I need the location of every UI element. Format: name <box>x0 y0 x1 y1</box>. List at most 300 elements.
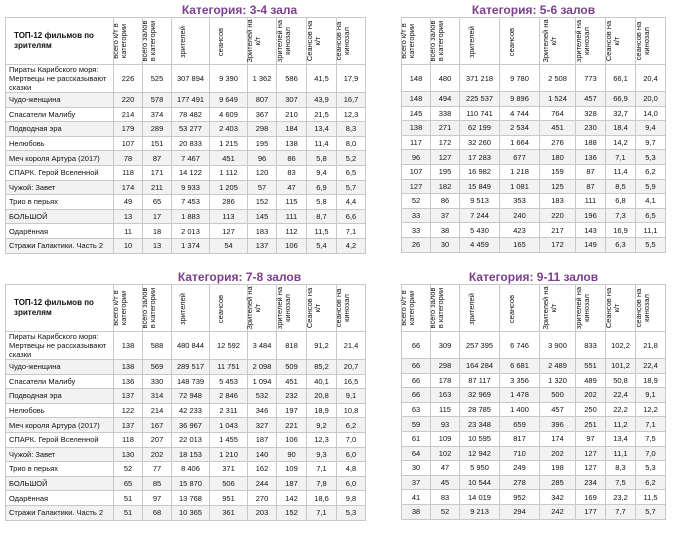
cell: 83 <box>431 490 460 505</box>
cell: 214 <box>114 107 143 122</box>
cell: 145 <box>248 209 277 224</box>
cell: 18,4 <box>606 121 636 136</box>
cell: 9 933 <box>172 180 210 195</box>
cell: 10 365 <box>172 505 210 520</box>
film-name: Меч короля Артура (2017) <box>6 151 114 166</box>
cell: 289 517 <box>172 360 210 375</box>
cell: 127 <box>431 150 460 165</box>
cell: 106 <box>277 432 307 447</box>
cell: 127 <box>576 461 606 476</box>
col-header: сеансов <box>215 27 225 56</box>
cell: 174 <box>540 431 576 446</box>
cell: 10,8 <box>337 403 366 418</box>
cell: 102,2 <box>606 332 636 359</box>
cell: 500 <box>540 388 576 403</box>
rows-5-6 <box>402 65 666 253</box>
table-row <box>6 389 366 404</box>
film-name: Спасатели Малибу <box>6 374 114 389</box>
cell: 63 <box>402 402 431 417</box>
cell: 9,3 <box>307 447 337 462</box>
cell: 7 453 <box>172 195 210 210</box>
cell: 710 <box>500 446 540 461</box>
cell: 41 <box>402 490 431 505</box>
cell: 818 <box>277 332 307 360</box>
cell: 86 <box>277 151 307 166</box>
cell: 96 <box>402 150 431 165</box>
cell: 8 406 <box>172 462 210 477</box>
table-row <box>6 107 366 122</box>
cell: 451 <box>540 121 576 136</box>
cell: 22 013 <box>172 432 210 447</box>
cell: 4 609 <box>210 107 248 122</box>
table-row <box>402 446 666 461</box>
table-row <box>402 431 666 446</box>
cell: 202 <box>540 446 576 461</box>
cell: 21,8 <box>636 332 666 359</box>
cell: 307 894 <box>172 65 210 93</box>
cell: 457 <box>540 402 576 417</box>
cell: 773 <box>576 65 606 92</box>
cell: 294 <box>500 504 540 519</box>
cell: 184 <box>277 122 307 137</box>
cell: 7 244 <box>460 208 500 223</box>
cell: 4 744 <box>500 106 540 121</box>
cell: 50,8 <box>606 373 636 388</box>
film-name: Меч короля Артура (2017) <box>6 418 114 433</box>
table-row <box>6 136 366 151</box>
cell: 16,7 <box>337 93 366 108</box>
cell: 66 <box>402 373 431 388</box>
cell: 3 356 <box>500 373 540 388</box>
cell: 66,9 <box>606 92 636 107</box>
cell: 1 883 <box>172 209 210 224</box>
col-header: сеансов <box>506 294 516 323</box>
table-row <box>402 402 666 417</box>
cell: 167 <box>143 418 172 433</box>
cell: 142 <box>277 491 307 506</box>
cell: 7,7 <box>606 504 636 519</box>
panel-title: Категория: 3-4 зала <box>114 2 366 18</box>
cell: 1 478 <box>500 388 540 403</box>
cell: 32 969 <box>460 388 500 403</box>
cell: 11,4 <box>307 136 337 151</box>
cell: 4,8 <box>337 462 366 477</box>
cell: 195 <box>431 164 460 179</box>
film-name: Нелюбовь <box>6 403 114 418</box>
cell: 480 <box>431 65 460 92</box>
cell: 22,4 <box>636 359 666 374</box>
cell: 22,2 <box>606 402 636 417</box>
cell: 11,1 <box>636 223 666 238</box>
cell: 7,0 <box>636 446 666 461</box>
cell: 226 <box>114 65 143 93</box>
cell: 137 <box>114 418 143 433</box>
cell: 86 <box>431 194 460 209</box>
cell: 5 430 <box>460 223 500 238</box>
table-row <box>6 462 366 477</box>
cell: 278 <box>500 475 540 490</box>
cell: 1 043 <box>210 418 248 433</box>
cell: 6 746 <box>500 332 540 359</box>
cell: 13,4 <box>606 431 636 446</box>
cell: 91,2 <box>307 332 337 360</box>
cell: 9,4 <box>636 121 666 136</box>
cell: 6,6 <box>337 209 366 224</box>
cell: 396 <box>540 417 576 432</box>
cell: 2 534 <box>500 121 540 136</box>
cell: 17 <box>143 209 172 224</box>
cell: 5,5 <box>636 237 666 252</box>
cell: 1 664 <box>500 135 540 150</box>
cell: 203 <box>248 505 277 520</box>
table-row <box>402 92 666 107</box>
cell: 5,3 <box>636 461 666 476</box>
cell: 148 <box>402 65 431 92</box>
col-header: Зрителей на к/т <box>245 286 262 330</box>
cell: 244 <box>248 476 277 491</box>
cell: 6,8 <box>606 194 636 209</box>
cell: 330 <box>143 374 172 389</box>
cell: 551 <box>576 359 606 374</box>
cell: 198 <box>540 461 576 476</box>
cell: 12,2 <box>636 402 666 417</box>
cell: 1 081 <box>500 179 540 194</box>
cell: 16 982 <box>460 164 500 179</box>
cell: 51 <box>114 491 143 506</box>
cell: 1 112 <box>210 165 248 180</box>
cell: 9,1 <box>636 388 666 403</box>
cell: 457 <box>576 92 606 107</box>
cell: 188 <box>576 135 606 150</box>
cell: 30 <box>431 237 460 252</box>
cell: 20,0 <box>636 92 666 107</box>
film-name: Чудо-женщина <box>6 93 114 108</box>
cell: 489 <box>576 373 606 388</box>
cell: 110 741 <box>460 106 500 121</box>
cell: 16,5 <box>337 374 366 389</box>
cell: 3 484 <box>248 332 277 360</box>
cell: 6,2 <box>337 418 366 433</box>
cell: 7,8 <box>307 476 337 491</box>
cell: 171 <box>143 165 172 180</box>
cell: 1 094 <box>248 374 277 389</box>
cell: 569 <box>143 360 172 375</box>
cell: 2 311 <box>210 403 248 418</box>
cell: 57 <box>248 180 277 195</box>
cell: 6,0 <box>337 476 366 491</box>
cell: 5,3 <box>337 505 366 520</box>
cell: 242 <box>540 504 576 519</box>
col-header: всего залов в категории <box>428 20 445 62</box>
cell: 371 <box>210 462 248 477</box>
table-row <box>402 208 666 223</box>
cell: 5 453 <box>210 374 248 389</box>
col-header: всего залов в категории <box>428 287 445 329</box>
cell: 137 <box>248 238 277 253</box>
cell: 217 <box>540 223 576 238</box>
cell: 8,7 <box>307 209 337 224</box>
col-header: всего залов в категории <box>140 287 157 329</box>
cell: 9,8 <box>337 491 366 506</box>
cell: 54 <box>210 238 248 253</box>
cell: 43,9 <box>307 93 337 108</box>
cell: 18 153 <box>172 447 210 462</box>
cell: 5,7 <box>636 504 666 519</box>
cell: 14 019 <box>460 490 500 505</box>
cell: 328 <box>576 106 606 121</box>
cell: 47 <box>431 461 460 476</box>
col-header: Сеансов на к/т <box>603 20 621 62</box>
cell: 93 <box>431 417 460 432</box>
cell: 164 284 <box>460 359 500 374</box>
cell: 578 <box>143 93 172 108</box>
cell: 1 218 <box>500 164 540 179</box>
cell: 10 595 <box>460 431 500 446</box>
cell: 9,1 <box>337 389 366 404</box>
cell: 20 833 <box>172 136 210 151</box>
cell: 162 <box>248 462 277 477</box>
cell: 249 <box>500 461 540 476</box>
cell: 833 <box>576 332 606 359</box>
cell: 764 <box>540 106 576 121</box>
cell: 96 <box>248 151 277 166</box>
table-row <box>402 135 666 150</box>
cell: 6,5 <box>337 165 366 180</box>
cell: 207 <box>143 432 172 447</box>
col-header: всего к/т в категории <box>111 290 128 326</box>
cell: 169 <box>576 490 606 505</box>
cell: 13 <box>143 238 172 253</box>
cell: 211 <box>143 180 172 195</box>
cell: 2 098 <box>248 360 277 375</box>
panel-title: Категория: 7-8 залов <box>114 269 366 285</box>
table-row <box>402 490 666 505</box>
cell: 115 <box>277 195 307 210</box>
cell: 32,7 <box>606 106 636 121</box>
cell: 2 846 <box>210 389 248 404</box>
cell: 13 <box>114 209 143 224</box>
cell: 7,5 <box>606 475 636 490</box>
cell: 87 <box>576 164 606 179</box>
cell: 6,3 <box>606 237 636 252</box>
table-row <box>6 505 366 520</box>
film-name: БОЛЬШОЙ <box>6 209 114 224</box>
cell: 5,8 <box>307 151 337 166</box>
cell: 177 <box>576 504 606 519</box>
cell: 1 400 <box>500 402 540 417</box>
cell: 66 <box>402 332 431 359</box>
cell: 28 785 <box>460 402 500 417</box>
table-row <box>6 224 366 239</box>
cell: 7 467 <box>172 151 210 166</box>
cell: 214 <box>143 403 172 418</box>
cell: 97 <box>576 431 606 446</box>
cell: 179 <box>114 122 143 137</box>
cell: 4,2 <box>337 238 366 253</box>
film-name: СПАРК. Герой Вселенной <box>6 432 114 447</box>
rows-3-4 <box>6 65 366 254</box>
cell: 152 <box>248 195 277 210</box>
cell: 11,5 <box>307 224 337 239</box>
cell: 143 <box>576 223 606 238</box>
cell: 138 <box>114 360 143 375</box>
cell: 11,4 <box>606 164 636 179</box>
cell: 85,2 <box>307 360 337 375</box>
film-name: Трио в перьях <box>6 195 114 210</box>
table-row <box>6 238 366 253</box>
film-name: Одарённая <box>6 491 114 506</box>
cell: 20,8 <box>307 389 337 404</box>
table-row <box>6 122 366 137</box>
cell: 197 <box>277 403 307 418</box>
table-row <box>402 164 666 179</box>
cell: 62 199 <box>460 121 500 136</box>
cell: 66,1 <box>606 65 636 92</box>
cell: 298 <box>248 122 277 137</box>
cell: 52 <box>431 504 460 519</box>
col-header: зрителей на кинозал <box>274 19 292 63</box>
cell: 1 362 <box>248 65 277 93</box>
cell: 8,3 <box>337 122 366 137</box>
cell: 8,5 <box>606 179 636 194</box>
cell: 183 <box>540 194 576 209</box>
cell: 346 <box>248 403 277 418</box>
cell: 23,2 <box>606 490 636 505</box>
cell: 37 <box>431 208 460 223</box>
cell: 1 524 <box>540 92 576 107</box>
cell: 68 <box>143 505 172 520</box>
cell: 298 <box>431 359 460 374</box>
table-row <box>402 150 666 165</box>
cell: 506 <box>210 476 248 491</box>
cell: 952 <box>500 490 540 505</box>
cell: 13 768 <box>172 491 210 506</box>
cell: 21,5 <box>307 107 337 122</box>
cell: 2 403 <box>210 122 248 137</box>
cell: 9,7 <box>636 135 666 150</box>
table-row <box>402 332 666 359</box>
cell: 4,4 <box>337 195 366 210</box>
cell: 1 205 <box>210 180 248 195</box>
cell: 145 <box>402 106 431 121</box>
cell: 5,4 <box>307 238 337 253</box>
cell: 137 <box>114 389 143 404</box>
cell: 5,2 <box>337 151 366 166</box>
cell: 225 537 <box>460 92 500 107</box>
cell: 90 <box>277 447 307 462</box>
cell: 127 <box>210 224 248 239</box>
panel-3-4 <box>5 2 366 254</box>
cell: 83 <box>277 165 307 180</box>
col-header: Зрителей на к/т <box>540 286 558 330</box>
cell: 234 <box>576 475 606 490</box>
cell: 6,2 <box>636 164 666 179</box>
cell: 38 <box>402 504 431 519</box>
cell: 59 <box>402 417 431 432</box>
cell: 45 <box>431 475 460 490</box>
film-name: Чудо-женщина <box>6 360 114 375</box>
cell: 11,2 <box>606 417 636 432</box>
cell: 6,2 <box>636 475 666 490</box>
cell: 1 210 <box>210 447 248 462</box>
cell: 66 <box>402 388 431 403</box>
cell: 5 950 <box>460 461 500 476</box>
cell: 1 320 <box>540 373 576 388</box>
col-header: зрителей <box>177 25 187 58</box>
cell: 588 <box>143 332 172 360</box>
cell: 9 513 <box>460 194 500 209</box>
cell: 182 <box>431 179 460 194</box>
cell: 367 <box>248 107 277 122</box>
cell: 115 <box>431 402 460 417</box>
table-9-11 <box>401 269 666 520</box>
film-name: Спасатели Малибу <box>6 107 114 122</box>
cell: 8,3 <box>606 461 636 476</box>
cell: 33 <box>402 223 431 238</box>
cell: 10 544 <box>460 475 500 490</box>
cell: 20,7 <box>337 360 366 375</box>
table-row <box>6 93 366 108</box>
panel-9-11 <box>401 269 666 520</box>
cell: 102 <box>431 446 460 461</box>
cell: 26 <box>402 237 431 252</box>
table-row <box>402 121 666 136</box>
cell: 33 <box>402 208 431 223</box>
cell: 221 <box>277 418 307 433</box>
col-header: сеансов <box>215 294 225 323</box>
cell: 480 844 <box>172 332 210 360</box>
cell: 271 <box>431 121 460 136</box>
cell: 172 <box>540 237 576 252</box>
cell: 232 <box>277 389 307 404</box>
col-header: зрителей <box>466 25 476 58</box>
cell: 6,5 <box>636 208 666 223</box>
cell: 15 849 <box>460 179 500 194</box>
cell: 338 <box>431 106 460 121</box>
table-row <box>402 373 666 388</box>
cell: 6,0 <box>337 447 366 462</box>
cell: 107 <box>114 136 143 151</box>
cell: 12,3 <box>307 432 337 447</box>
table-row <box>6 447 366 462</box>
table-row <box>6 65 366 93</box>
cell: 136 <box>114 374 143 389</box>
cell: 72 948 <box>172 389 210 404</box>
cell: 374 <box>143 107 172 122</box>
cell: 18,6 <box>307 491 337 506</box>
cell: 9 649 <box>210 93 248 108</box>
table-row <box>6 403 366 418</box>
cell: 49 <box>114 195 143 210</box>
cell: 327 <box>248 418 277 433</box>
cell: 9 780 <box>500 65 540 92</box>
cell: 2 013 <box>172 224 210 239</box>
panel-title: Категория: 5-6 залов <box>402 2 666 18</box>
table-3-4 <box>5 2 366 254</box>
cell: 117 <box>402 135 431 150</box>
cell: 138 <box>402 121 431 136</box>
col-header: Зрителей на к/т <box>245 19 262 63</box>
cell: 251 <box>576 417 606 432</box>
table-row <box>402 179 666 194</box>
cell: 21,4 <box>337 332 366 360</box>
cell: 30 <box>402 461 431 476</box>
cell: 5,3 <box>636 150 666 165</box>
film-name: Стражи Галактики. Часть 2 <box>6 238 114 253</box>
film-name: Подводная эра <box>6 122 114 137</box>
cell: 659 <box>500 417 540 432</box>
col-header: сеансов на кинозал <box>334 288 351 328</box>
